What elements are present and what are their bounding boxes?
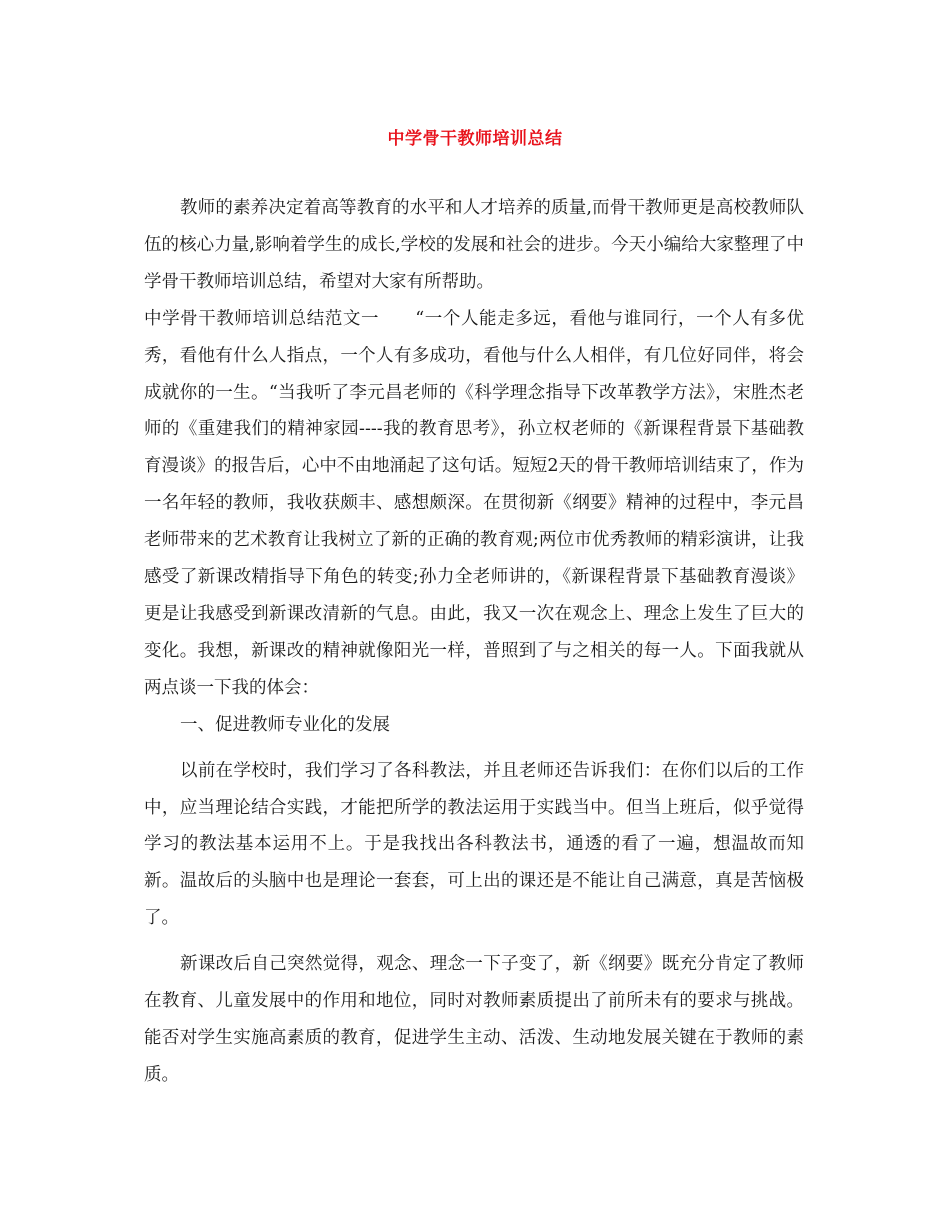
sample-essay-paragraph: 中学骨干教师培训总结范文一 “一个人能走多远，看他与谁同行，一个人有多优秀，看他有什么人指点，一个人有多成功，看他与什么人相伴，有几位好同伴，将会成就你的一生。“当我听了李元昌老师的《科学理念指导下改革教学方法》，宋胜杰老师的《重建我们的精神家园----我的教育思考》，孙立权老师的《新课程背景下基础教育漫谈》的报告后，心中不由地涌起了这句话。短短2天的骨干教师培训结束了，作为一名年轻的教师，我收获颇丰、感想颇深。在贯彻新《纲要》精神的过程中，李元昌老师带来的艺术教育让我树立了新的正确的教育观;两位市优秀教师的精彩演讲，让我感受了新课改精指导下角色的转变;孙力全老师讲的，《新课程背景下基础教育漫谈》更是让我感受到新课改清新的气息。由此，我又一次在观念上、理念上发生了巨大的变化。我想，新课改的精神就像阳光一样，普照到了与之相关的每一人。下面我就从两点谈一下我的体会： bbox=[144, 308, 804, 698]
intro-paragraph: 教师的素养决定着高等教育的水平和人才培养的质量,而骨干教师更是高校教师队伍的核心力量,影响着学生的成长,学校的发展和社会的进步。今天小编给大家整理了中学骨干教师培训总结，希望对大家有所帮助。 bbox=[144, 198, 804, 292]
document-title: 中学骨干教师培训总结 bbox=[387, 129, 563, 149]
document-body bbox=[144, 190, 804, 1094]
body-paragraph: 以前在学校时，我们学习了各科教法，并且老师还告诉我们：在你们以后的工作中，应当理论结合实践，才能把所学的教法运用于实践当中。但当上班后，似乎觉得学习的教法基本运用不上。于是我找出各科教法书，通透的看了一遍，想温故而知新。温故后的头脑中也是理论一套套，可上出的课还是不能让自己满意，真是苦恼极了。 bbox=[144, 760, 804, 929]
body-paragraph: 新课改后自己突然觉得，观念、理念一下子变了，新《纲要》既充分肯定了教师在教育、儿童发展中的作用和地位，同时对教师素质提出了前所未有的要求与挑战。能否对学生实施高素质的教育，促进学生主动、活泼、生动地发展关键在于教师的素质。 bbox=[144, 954, 804, 1085]
section-heading: 一、促进教师专业化的发展 bbox=[180, 714, 390, 735]
